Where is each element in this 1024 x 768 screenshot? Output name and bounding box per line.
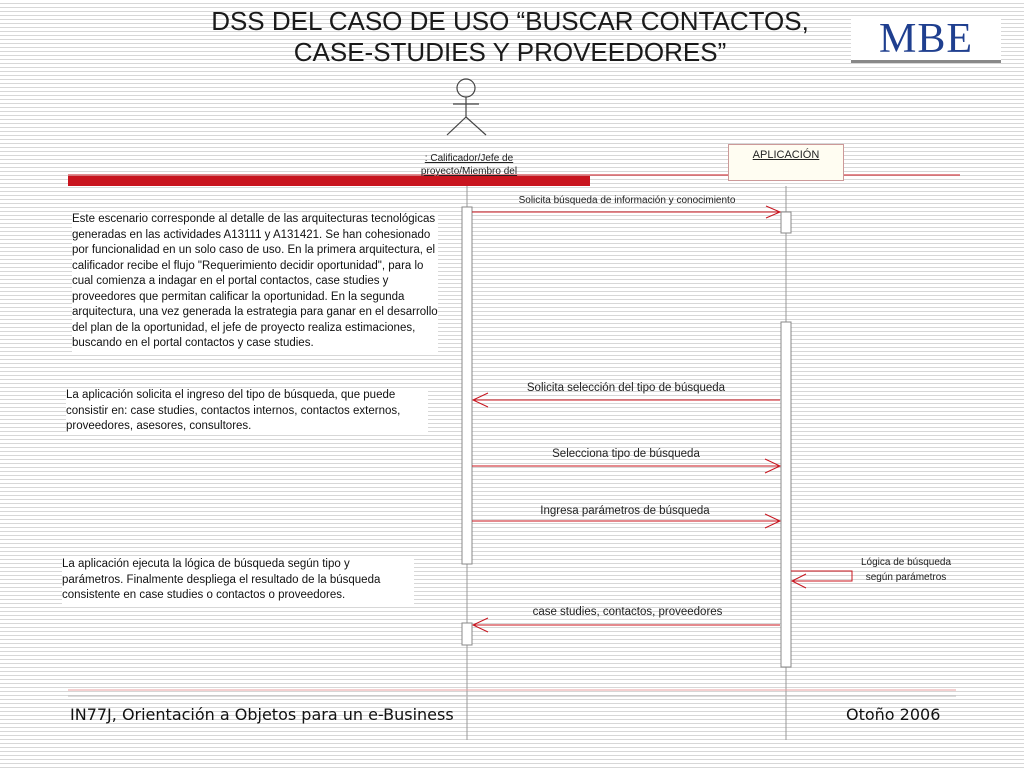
message-label-3: Selecciona tipo de búsqueda — [552, 448, 700, 460]
footer-term: Otoño 2006 — [846, 705, 941, 724]
title-line-1: DSS DEL CASO DE USO “BUSCAR CONTACTOS, — [211, 6, 809, 36]
message-arrow-3 — [472, 459, 780, 473]
self-message-label: Lógica de búsqueda según parámetros — [860, 557, 952, 583]
message-arrow-1 — [472, 206, 780, 218]
footer-course: IN77J, Orientación a Objetos para un e-Business — [70, 705, 454, 724]
message-label-2: Solicita selección del tipo de búsqueda — [526, 382, 726, 394]
message-arrow-6 — [473, 618, 780, 632]
message-arrow-2 — [473, 393, 780, 407]
actor-icon — [447, 79, 486, 135]
user-activation-2 — [462, 623, 472, 645]
message-label-1: Solicita búsqueda de información y conocimiento — [518, 195, 736, 206]
application-object-box: APLICACIÓN — [728, 144, 844, 181]
self-message-arrow — [791, 571, 852, 588]
mbe-logo: MBE — [851, 18, 1001, 63]
message-label-4: Ingresa parámetros de búsqueda — [540, 505, 710, 517]
search-type-note: La aplicación solicita el ingreso del tipo de búsqueda, que puede consistir en: case studies, contactos internos, contactos externos, proveedores, asesores, consultores. — [66, 388, 428, 435]
title-line-2: CASE-STUDIES Y PROVEEDORES” — [293, 37, 727, 67]
user-actor-label: : Calificador/Jefe de proyecto/Miembro del — [420, 153, 518, 177]
user-activation-1 — [462, 207, 472, 564]
app-activation-2 — [781, 322, 791, 667]
scenario-note: Este escenario corresponde al detalle de las arquitecturas tecnológicas generadas en las actividades A13111 y A131421. Se han cohesionado por funcionalidad en un solo caso de uso. En la primera arquitectura, el calificador recibe el flujo "Requerimiento decidir oportunidad", para lo cual comienza a indagar en el portal contactos, case studies y proveedores que permitan calificar la oportunidad. En la segunda arquitectura, una vez generada la estrategia para ganar en el desarrollo del plan de la oportunidad, el jefe de proyecto realiza estimaciones, buscando en el portal contactos y case studies. — [72, 212, 438, 352]
execution-note: La aplicación ejecuta la lógica de búsqueda según tipo y parámetros. Finalmente despliega el resultado de la búsqueda consistente en case studies o contactos o proveedores. — [62, 557, 414, 604]
app-activation-1 — [781, 212, 791, 233]
message-label-6: case studies, contactos, proveedores — [532, 606, 723, 618]
